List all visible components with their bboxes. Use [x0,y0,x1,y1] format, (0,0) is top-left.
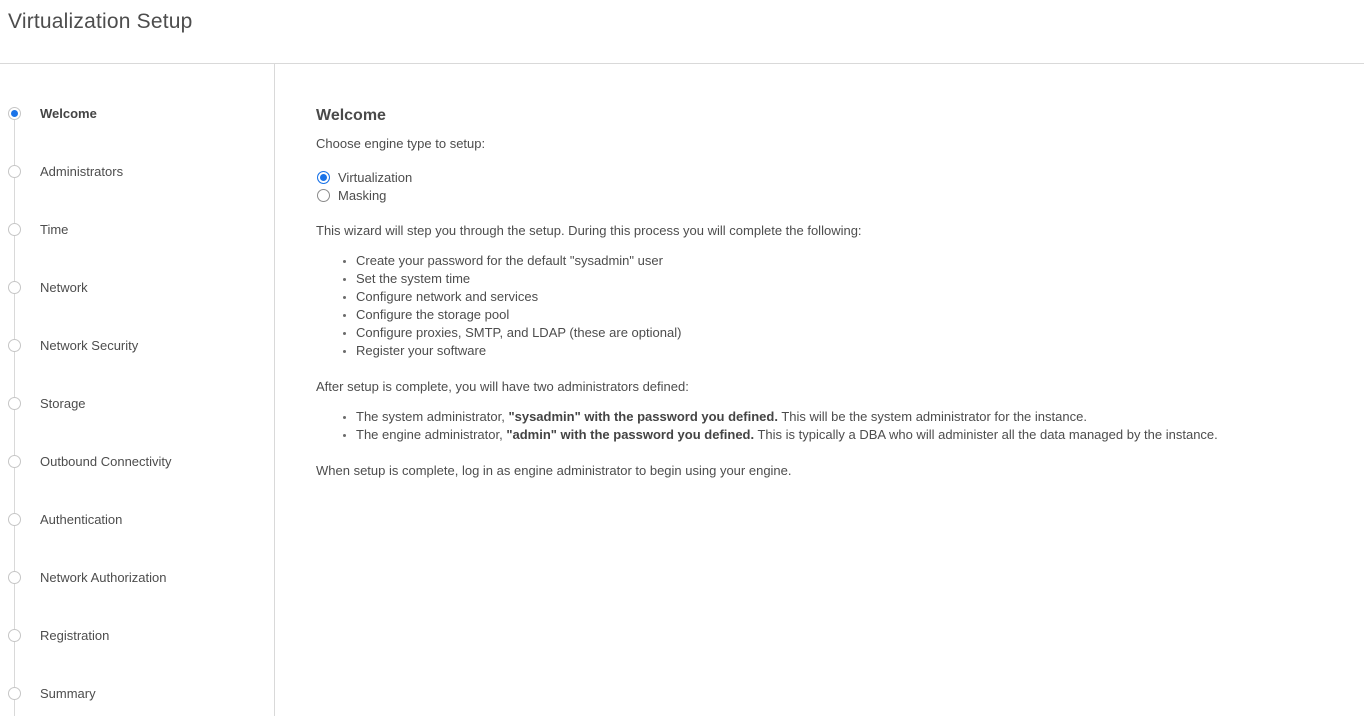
completion-note-text: When setup is complete, log in as engine administrator to begin using your engine. [316,463,792,478]
step-label: Welcome [40,105,97,121]
step-label: Network Security [40,337,139,353]
step-label: Storage [40,395,86,411]
admin-item-bold: "admin" with the password you defined. [506,427,755,442]
radio-label: Virtualization [338,169,413,185]
step-radio-icon [8,339,21,352]
step-radio-icon [8,281,21,294]
step-radio-icon [8,397,21,410]
step-radio-icon [8,571,21,584]
step-label: Outbound Connectivity [40,453,172,469]
content-panel [275,64,1364,716]
wizard-step-item: • Configure proxies, SMTP, and LDAP (these are optional) [356,324,1324,342]
sidebar-step-storage[interactable] [0,374,274,432]
sidebar-step-network-authorization[interactable] [0,548,274,606]
step-label: Registration [40,627,110,643]
main-layout [0,64,1364,716]
wizard-step-item: • Register your software [356,342,1324,360]
sidebar-step-network-security[interactable] [0,316,274,374]
admin-item-prefix: The system administrator, [356,409,509,424]
sidebar-step-time[interactable] [0,200,274,258]
engine-type-prompt: Choose engine type to setup: [316,136,486,151]
page-title: Virtualization Setup [8,10,193,33]
sidebar-step-welcome[interactable] [0,84,274,142]
sidebar-step-summary[interactable] [0,664,274,717]
wizard-steps-list [316,252,1324,360]
radio-icon [317,171,330,184]
step-label: Network [40,279,88,295]
wizard-steps-container [0,84,274,717]
sidebar-step-outbound-connectivity[interactable] [0,432,274,490]
step-radio-icon [8,165,21,178]
step-radio-icon [8,687,21,700]
app-header [0,0,1364,64]
sidebar-step-authentication[interactable] [0,490,274,548]
admin-item [356,426,1324,444]
admin-item-prefix: The engine administrator, [356,427,507,442]
step-label: Administrators [40,163,124,179]
step-label: Network Authorization [40,569,167,585]
admins-list [316,408,1324,444]
wizard-step-item: • Create your password for the default "sysadmin" user [356,252,1324,270]
content-heading: Welcome [316,107,386,124]
step-radio-icon [8,223,21,236]
wizard-step-item: • Configure the storage pool [356,306,1324,324]
step-label: Summary [40,685,96,701]
engine-option-masking[interactable] [316,186,1324,204]
admin-item-suffix: This is typically a DBA who will administer all the data managed by the instance. [754,427,1218,442]
radio-icon [317,189,330,202]
sidebar-step-network[interactable] [0,258,274,316]
step-label: Authentication [40,511,123,527]
wizard-intro-text: This wizard will step you through the setup. During this process you will complete the following: [316,223,862,238]
wizard-step-sidebar [0,64,275,716]
admin-item [356,408,1324,426]
wizard-step-item: • Set the system time [356,270,1324,288]
admin-item-bold: "sysadmin" with the password you defined. [508,409,778,424]
admin-item-suffix: This will be the system administrator for the instance. [777,409,1087,424]
step-radio-icon [8,107,21,120]
step-radio-icon [8,455,21,468]
radio-label: Masking [338,187,387,203]
engine-option-virtualization[interactable] [316,168,1324,186]
step-radio-icon [8,629,21,642]
step-label: Time [40,221,69,237]
admins-intro-text: After setup is complete, you will have two administrators defined: [316,379,689,394]
sidebar-step-administrators[interactable] [0,142,274,200]
engine-type-radio-group [316,168,1324,204]
step-radio-icon [8,513,21,526]
sidebar-step-registration[interactable] [0,606,274,664]
wizard-step-item: • Configure network and services [356,288,1324,306]
